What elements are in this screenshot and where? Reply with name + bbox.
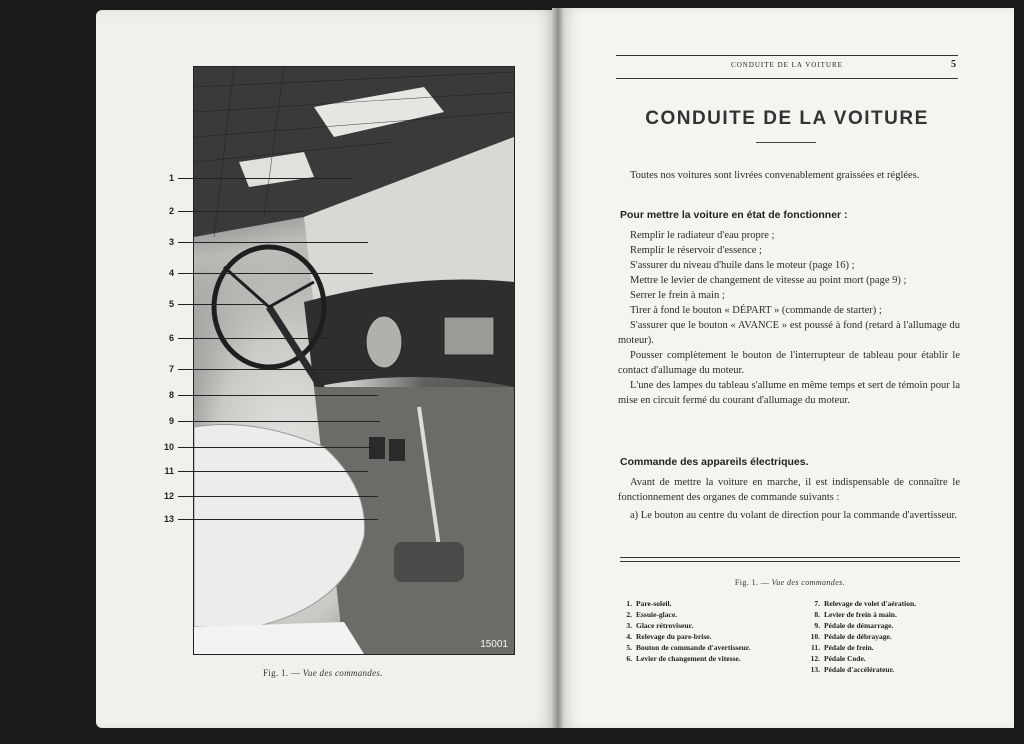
callout-leader	[178, 447, 373, 448]
left-caption-prefix: Fig. 1. —	[263, 668, 301, 678]
legend-item	[618, 598, 788, 609]
callout-leader	[178, 395, 378, 396]
legend-text: Relevage de volet d'aération.	[824, 599, 917, 608]
legend-text: Pédale de débrayage.	[824, 632, 892, 641]
callout-2	[160, 206, 380, 216]
callout-4	[160, 268, 380, 278]
callout-5	[160, 299, 380, 309]
legend-item	[806, 598, 964, 609]
steps-list	[618, 228, 960, 408]
running-head-title: CONDUITE DE LA VOITURE	[731, 61, 843, 69]
callout-leader	[178, 421, 380, 422]
legend-text: Levier de frein à main.	[824, 610, 897, 619]
section1-heading: Pour mettre la voiture en état de fonctionner :	[620, 209, 848, 221]
legend-item	[806, 664, 964, 675]
right-caption-prefix: Fig. 1. —	[734, 578, 770, 587]
legend-text: Bouton de commande d'avertisseur.	[636, 643, 751, 652]
callout-number: 11	[164, 466, 174, 476]
section2-paragraph: Avant de mettre la voiture en marche, il est indispensable de connaître le fonctionnement des organes de commande suivants :	[618, 477, 960, 503]
callout-leader	[178, 496, 378, 497]
legend-number: 3.	[626, 621, 632, 630]
callout-number: 7	[168, 364, 174, 374]
dashboard-photo	[193, 66, 515, 655]
legend-number: 11.	[811, 643, 820, 652]
right-caption-text: Vue des commandes.	[771, 578, 846, 587]
callout-leader	[178, 471, 368, 472]
legend-number: 4.	[626, 632, 632, 641]
callout-leader	[178, 519, 378, 520]
section2-heading: Commande des appareils électriques.	[620, 456, 809, 468]
callout-13	[160, 514, 380, 524]
callout-number: 6	[168, 333, 174, 343]
legend-text: Pédale Code.	[824, 654, 866, 663]
legend-item	[618, 631, 788, 642]
left-caption-text: Vue des commandes.	[302, 668, 383, 678]
legend-number: 13.	[810, 665, 820, 674]
legend-item	[806, 642, 964, 653]
legend-item	[618, 653, 788, 664]
callout-7	[160, 364, 380, 374]
legend-text: Pédale d'accélérateur.	[824, 665, 895, 674]
callout-11	[160, 466, 380, 476]
legend-item	[618, 642, 788, 653]
section2-item-a: a) Le bouton au centre du volant de direction pour la commande d'avertisseur.	[630, 510, 957, 521]
legend-number: 5.	[626, 643, 632, 652]
callout-number: 5	[168, 299, 174, 309]
step-item: S'assurer du niveau d'huile dans le moteur (page 16) ;	[630, 260, 855, 271]
step-item: Remplir le réservoir d'essence ;	[630, 245, 762, 256]
legend-text: Pare-soleil.	[636, 599, 672, 608]
callout-number: 3	[168, 237, 174, 247]
intro-text: Toutes nos voitures sont livrées convenablement graissées et réglées.	[630, 170, 920, 181]
callout-6	[160, 333, 380, 343]
callout-leader	[178, 273, 373, 274]
callout-leader	[178, 369, 378, 370]
callout-1	[160, 173, 380, 183]
callout-number: 12	[163, 491, 174, 501]
legend-number: 2.	[626, 610, 632, 619]
legend-item	[806, 653, 964, 664]
callout-number: 2	[168, 206, 174, 216]
step-item: L'une des lampes du tableau s'allume en même temps et sert de témoin pour la mise en circuit fermé du courant d'allumage du moteur.	[618, 380, 960, 406]
callout-number: 13	[163, 514, 174, 524]
callout-8	[160, 390, 380, 400]
book-gutter	[552, 8, 564, 728]
step-item: Tirer à fond le bouton « DÉPART » (commande de starter) ;	[630, 305, 882, 316]
running-header	[616, 55, 958, 79]
callout-leader	[178, 178, 353, 179]
step-item: Remplir le radiateur d'eau propre ;	[630, 230, 775, 241]
chapter-title: CONDUITE DE LA VOITURE	[645, 108, 929, 129]
legend-text: Pédale de démarrage.	[824, 621, 894, 630]
legend-number: 1.	[626, 599, 632, 608]
legend-number: 7.	[814, 599, 820, 608]
step-item: S'assurer que le bouton « AVANCE » est poussé à fond (retard à l'allumage du moteur).	[618, 320, 960, 346]
legend-left-column	[618, 598, 788, 664]
legend-item	[618, 609, 788, 620]
legend-text: Pédale de frein.	[824, 643, 874, 652]
legend-text: Essuie-glace.	[636, 610, 678, 619]
figure-divider	[620, 557, 960, 562]
callout-3	[160, 237, 380, 247]
callout-10	[160, 442, 380, 452]
legend-number: 6.	[626, 654, 632, 663]
photo-reference-number: 15001	[480, 639, 508, 650]
step-item: Pousser complètement le bouton de l'interrupteur de tableau pour établir le contact d'allumage du moteur.	[618, 350, 960, 376]
callout-number: 4	[168, 268, 174, 278]
step-item: Serrer le frein à main ;	[630, 290, 725, 301]
callout-leader	[178, 211, 303, 212]
legend-text: Levier de changement de vitesse.	[636, 654, 741, 663]
intro-paragraph	[618, 168, 960, 183]
right-figure-caption	[620, 578, 960, 587]
legend-item	[806, 631, 964, 642]
callout-9	[160, 416, 380, 426]
callout-leader	[178, 242, 368, 243]
callout-leader	[178, 338, 328, 339]
legend-number: 10.	[810, 632, 820, 641]
callout-number: 8	[168, 390, 174, 400]
legend-item	[806, 609, 964, 620]
legend-number: 8.	[814, 610, 820, 619]
dashboard-illustration	[194, 67, 514, 654]
legend-item	[806, 620, 964, 631]
callout-number: 1	[168, 173, 174, 183]
callout-leader	[178, 304, 268, 305]
legend-item	[618, 620, 788, 631]
legend-number: 12.	[810, 654, 820, 663]
page-number: 5	[951, 59, 956, 70]
legend-text: Glace rétroviseur.	[636, 621, 694, 630]
section2-body	[618, 475, 960, 523]
title-rule	[756, 142, 816, 143]
callout-number: 9	[168, 416, 174, 426]
legend-right-column	[806, 598, 964, 675]
legend-number: 9.	[814, 621, 820, 630]
callout-12	[160, 491, 380, 501]
legend-text: Relevage du pare-brise.	[636, 632, 712, 641]
callout-number: 10	[163, 442, 174, 452]
left-figure-caption	[263, 668, 383, 678]
step-item: Mettre le levier de changement de vitesse au point mort (page 9) ;	[630, 275, 907, 286]
